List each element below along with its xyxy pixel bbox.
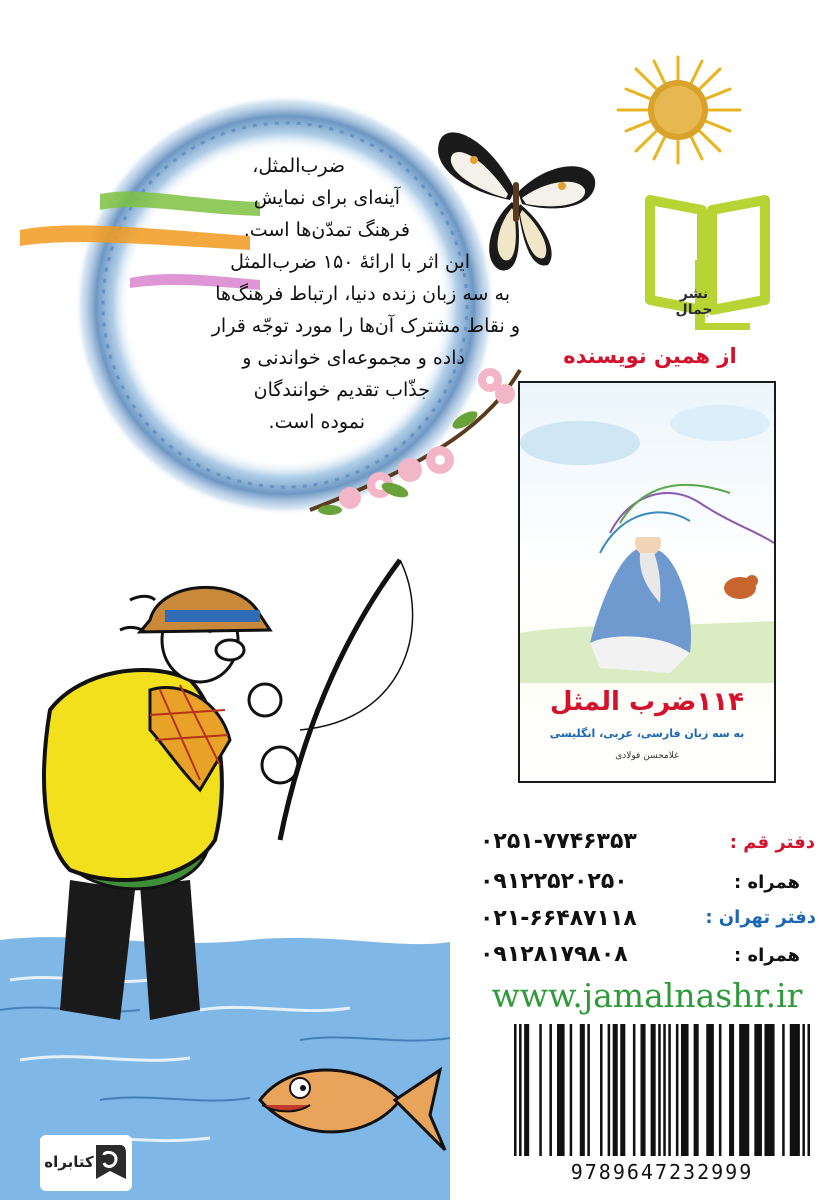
barcode-bar — [739, 1024, 749, 1156]
mobile-phone[interactable]: ۰۹۱۲۲۵۲۰۲۵۰ — [480, 869, 628, 894]
blurb-line: و نقاط مشترک آن‌ها را مورد توجّه قرار — [211, 315, 520, 337]
barcode-bar — [524, 1024, 529, 1156]
ketabrah-watermark[interactable] — [40, 1135, 132, 1191]
barcode-bar — [658, 1024, 661, 1156]
mobile-label: همراه : — [733, 872, 800, 893]
book-subtitle: به سه زبان فارسی، عربی، انگلیسی — [549, 727, 745, 740]
barcode-bar — [651, 1024, 656, 1156]
sage-illustration — [520, 383, 774, 683]
qom-office-phone[interactable]: ۰۲۵۱-۷۷۴۶۳۵۳ — [480, 829, 637, 854]
barcode-bar — [790, 1024, 800, 1156]
blurb-line: به سه زبان زنده دنیا، ارتباط فرهنگ‌ها — [215, 283, 510, 305]
barcode-bar — [694, 1024, 699, 1156]
barcode-bar — [641, 1024, 646, 1156]
ketabrah-name: کتابراه — [44, 1153, 94, 1171]
barcode-bar — [764, 1024, 774, 1156]
mobile-label: همراه : — [733, 945, 800, 966]
barcode-bar — [519, 1024, 522, 1156]
book-cover-thumbnail[interactable] — [518, 381, 776, 783]
blurb-line: ضرب‌المثل، — [252, 155, 345, 177]
barcode-bar — [570, 1024, 573, 1156]
barcode-bar — [514, 1024, 517, 1156]
barcode-bar — [719, 1024, 722, 1156]
barcode-bar — [668, 1024, 671, 1156]
barcode-bar — [620, 1024, 625, 1156]
blurb-line: جذّاب تقدیم خوانندگان — [253, 379, 430, 401]
publisher-name-line1: نشر — [679, 286, 709, 302]
barcode-bar — [549, 1024, 552, 1156]
isbn-number: 9789647232999 — [570, 1160, 754, 1184]
barcode-bar — [613, 1024, 618, 1156]
sun-logo — [608, 55, 748, 165]
barcode-bar — [729, 1024, 734, 1156]
book-author: غلامحسن فولادی — [615, 751, 679, 761]
blurb-line: فرهنگ تمدّن‌ها است. — [243, 219, 410, 241]
barcode-bar — [600, 1024, 603, 1156]
qom-office-label: دفتر قم : — [729, 832, 815, 853]
publisher-name-line2: جمال — [675, 302, 713, 318]
barcode-bar — [802, 1024, 805, 1156]
book-title: ۱۱۴ضرب المثل — [549, 687, 744, 717]
ketabrah-logo-icon — [92, 1141, 128, 1183]
barcode-bar — [580, 1024, 585, 1156]
isbn-barcode — [512, 1020, 812, 1160]
blurb-line: آینه‌ای برای نمایش — [253, 187, 400, 209]
fisherman-cartoon — [0, 540, 470, 1200]
barcode-bar — [676, 1024, 679, 1156]
barcode-bar — [557, 1024, 565, 1156]
barcode-bar — [539, 1024, 542, 1156]
publisher-name — [664, 286, 724, 318]
blurb-line: داده و مجموعه‌ای خواندنی و — [242, 347, 465, 369]
barcode-bar — [754, 1024, 762, 1156]
blurb-line: نموده است. — [268, 411, 365, 433]
website-link[interactable]: www.jamalnashr.ir — [491, 976, 803, 1015]
blurb-text — [150, 150, 520, 438]
barcode-bar — [587, 1024, 590, 1156]
same-author-heading: از همین نویسنده — [563, 344, 737, 368]
barcode-bar — [807, 1024, 810, 1156]
tehran-office-phone[interactable]: ۰۲۱-۶۶۴۸۷۱۱۸ — [480, 906, 637, 931]
barcode-bar — [608, 1024, 611, 1156]
barcode-bar — [663, 1024, 666, 1156]
barcode-bar — [782, 1024, 785, 1156]
barcode-bar — [681, 1024, 689, 1156]
mobile-phone[interactable]: ۰۹۱۲۸۱۷۹۸۰۸ — [480, 942, 628, 967]
barcode-bar — [706, 1024, 714, 1156]
tehran-office-label: دفتر تهران : — [705, 907, 816, 928]
blurb-line: این اثر با ارائهٔ ۱۵۰ ضرب‌المثل — [230, 251, 470, 273]
barcode-bar — [633, 1024, 636, 1156]
